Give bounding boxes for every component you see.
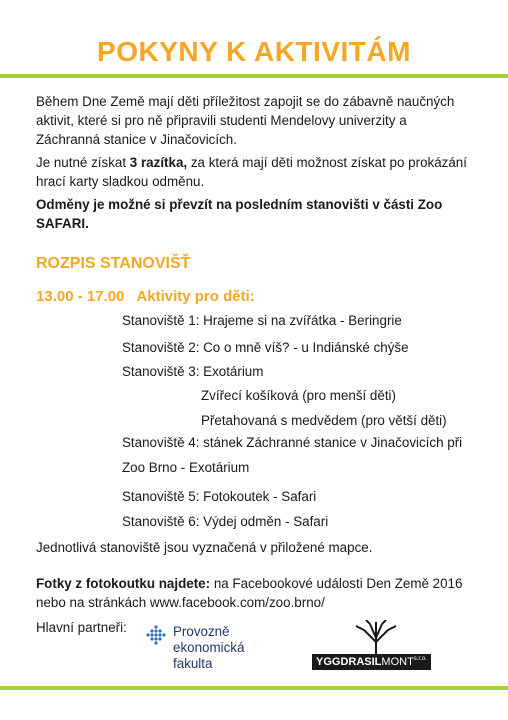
station-2: Stanoviště 2: Co o mně víš? - u Indiánské chýše	[122, 340, 409, 355]
station-3-activity-2: Přetahovaná s medvědem (pro větší děti)	[201, 413, 447, 428]
station-6: Stanoviště 6: Výdej odměn - Safari	[122, 514, 329, 529]
stamps-paragraph	[36, 153, 472, 191]
station-4-continued: Zoo Brno - Exotárium	[122, 460, 250, 475]
rewards-paragraph: Odměny je možné si převzít na posledním stanovišti v části Zoo SAFARI.	[36, 197, 443, 231]
map-note: Jednotlivá stanoviště jsou vyznačená v přiložené mapce.	[36, 540, 373, 555]
bottom-divider	[0, 686, 508, 690]
station-5: Stanoviště 5: Fotokoutek - Safari	[122, 489, 317, 504]
station-4: Stanoviště 4: stánek Záchranné stanice v Jinačovicích při	[122, 435, 463, 450]
intro-paragraph: Během Dne Země mají děti příležitost zapojit se do zábavně naučných aktivit, které si pro ně připravili studenti Mendelovy univerzity a Záchranná stanice v Jinačovicích.	[36, 94, 455, 147]
photo-note-text: na Facebookové události Den Země 2016 nebo na stránkách www.facebook.com/zoo.brno/	[36, 576, 463, 610]
ygg-light: MONT	[381, 656, 414, 668]
partners-label: Hlavní partneři:	[36, 620, 127, 635]
pef-line-3: fakulta	[173, 656, 213, 671]
ygg-suffix: s.r.o.	[413, 656, 427, 662]
photo-note	[36, 574, 476, 612]
top-divider	[0, 74, 508, 78]
schedule-label: Aktivity pro děti:	[136, 288, 255, 305]
yggdrasil-wordmark	[312, 654, 431, 670]
tree-icon	[346, 620, 406, 656]
pef-line-1: Provozně	[173, 624, 230, 639]
pef-logo-text	[173, 624, 244, 672]
photo-note-bold: Fotky z fotokoutku najdete:	[36, 576, 211, 591]
station-3: Stanoviště 3: Exotárium	[122, 364, 264, 379]
station-3-activity-1: Zvířecí košíková (pro menší děti)	[201, 388, 396, 403]
stations-heading: ROZPIS STANOVIŠŤ	[36, 255, 191, 272]
dots-logo-icon	[143, 624, 169, 650]
pef-logo	[143, 624, 273, 684]
yggdrasil-logo	[312, 620, 444, 680]
stamps-text-after: za která mají děti možnost získat po prokázání hrací karty sladkou odměnu.	[36, 155, 467, 189]
schedule-time: 13.00 - 17.00	[36, 288, 125, 305]
ygg-bold: YGGDRASIL	[316, 656, 382, 668]
schedule-row	[36, 288, 255, 305]
page-title: POKYNY K AKTIVITÁM	[97, 36, 411, 67]
stamps-text-before: Je nutné získat	[36, 155, 130, 170]
pef-line-2: ekonomická	[173, 640, 245, 655]
stamps-count: 3 razítka,	[129, 155, 188, 170]
station-1: Stanoviště 1: Hrajeme si na zvířátka - Beringrie	[122, 313, 402, 328]
